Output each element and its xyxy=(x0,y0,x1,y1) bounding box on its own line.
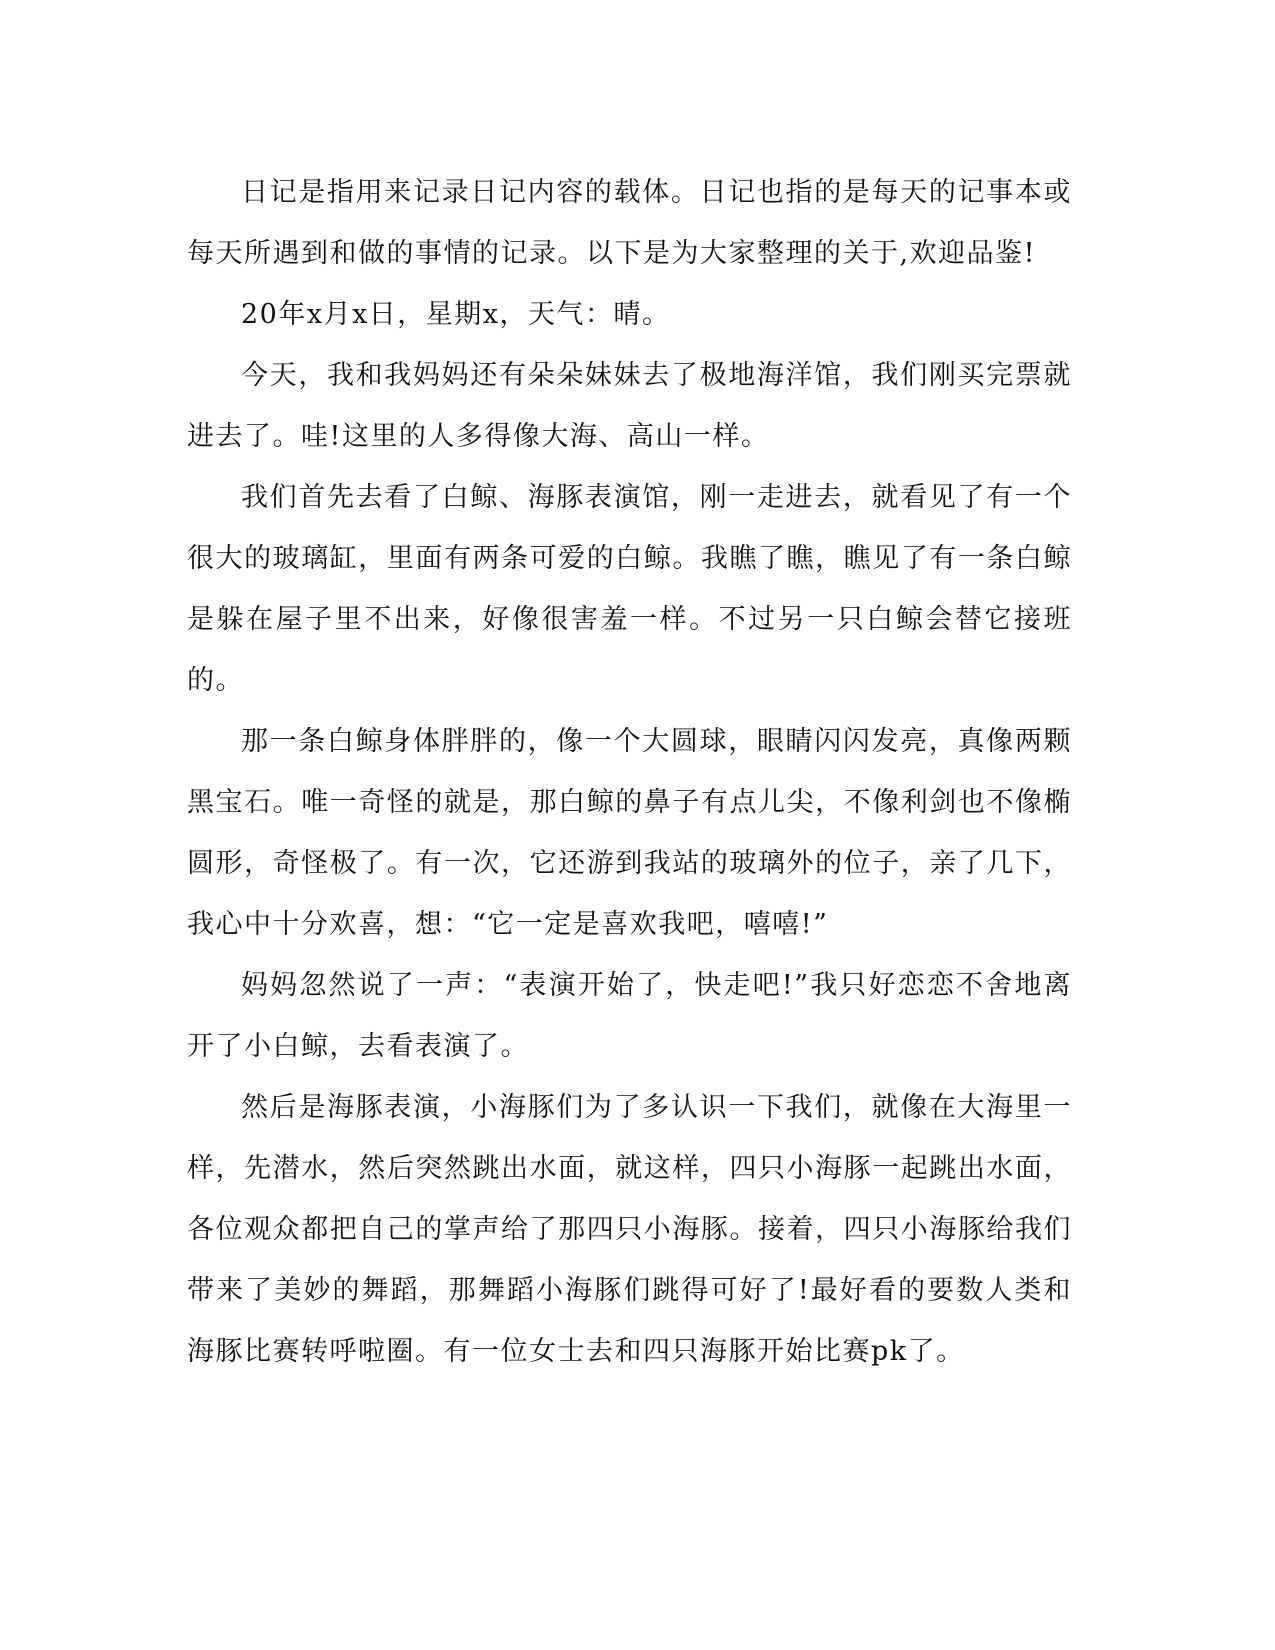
document-body xyxy=(187,162,1072,1382)
paragraph-intro: 日记是指用来记录日记内容的载体。日记也指的是每天的记事本或每天所遇到和做的事情的记录。以下是为大家整理的关于,欢迎品鉴! xyxy=(187,177,1072,269)
paragraph-arrival: 今天，我和我妈妈还有朵朵妹妹去了极地海洋馆，我们刚买完票就进去了。哇!这里的人多得像大海、高山一样。 xyxy=(187,360,1072,452)
paragraph-show-start: 妈妈忽然说了一声：“表演开始了，快走吧!”我只好恋恋不舍地离开了小白鲸，去看表演了。 xyxy=(187,970,1072,1062)
paragraph-dolphin-show: 然后是海豚表演，小海豚们为了多认识一下我们，就像在大海里一样，先潜水，然后突然跳出水面，就这样，四只小海豚一起跳出水面，各位观众都把自己的掌声给了那四只小海豚。接着，四只小海豚给我们带来了美妙的舞蹈，那舞蹈小海豚们跳得可好了!最好看的要数人类和海豚比赛转呼啦圈。有一位女士去和四只海豚开始比赛pk了。 xyxy=(187,1092,1072,1367)
paragraph-date: 20年x月x日，星期x，天气：晴。 xyxy=(241,299,671,330)
paragraph-beluga-hall: 我们首先去看了白鲸、海豚表演馆，刚一走进去，就看见了有一个很大的玻璃缸，里面有两条可爱的白鲸。我瞧了瞧，瞧见了有一条白鲸是躲在屋子里不出来，好像很害羞一样。不过另一只白鲸会替它接班的。 xyxy=(187,482,1072,696)
paragraph-beluga-description: 那一条白鲸身体胖胖的，像一个大圆球，眼睛闪闪发亮，真像两颗黑宝石。唯一奇怪的就是，那白鲸的鼻子有点儿尖，不像利剑也不像椭圆形，奇怪极了。有一次，它还游到我站的玻璃外的位子，亲了几下，我心中十分欢喜，想：“它一定是喜欢我吧，嘻嘻!” xyxy=(187,726,1072,940)
